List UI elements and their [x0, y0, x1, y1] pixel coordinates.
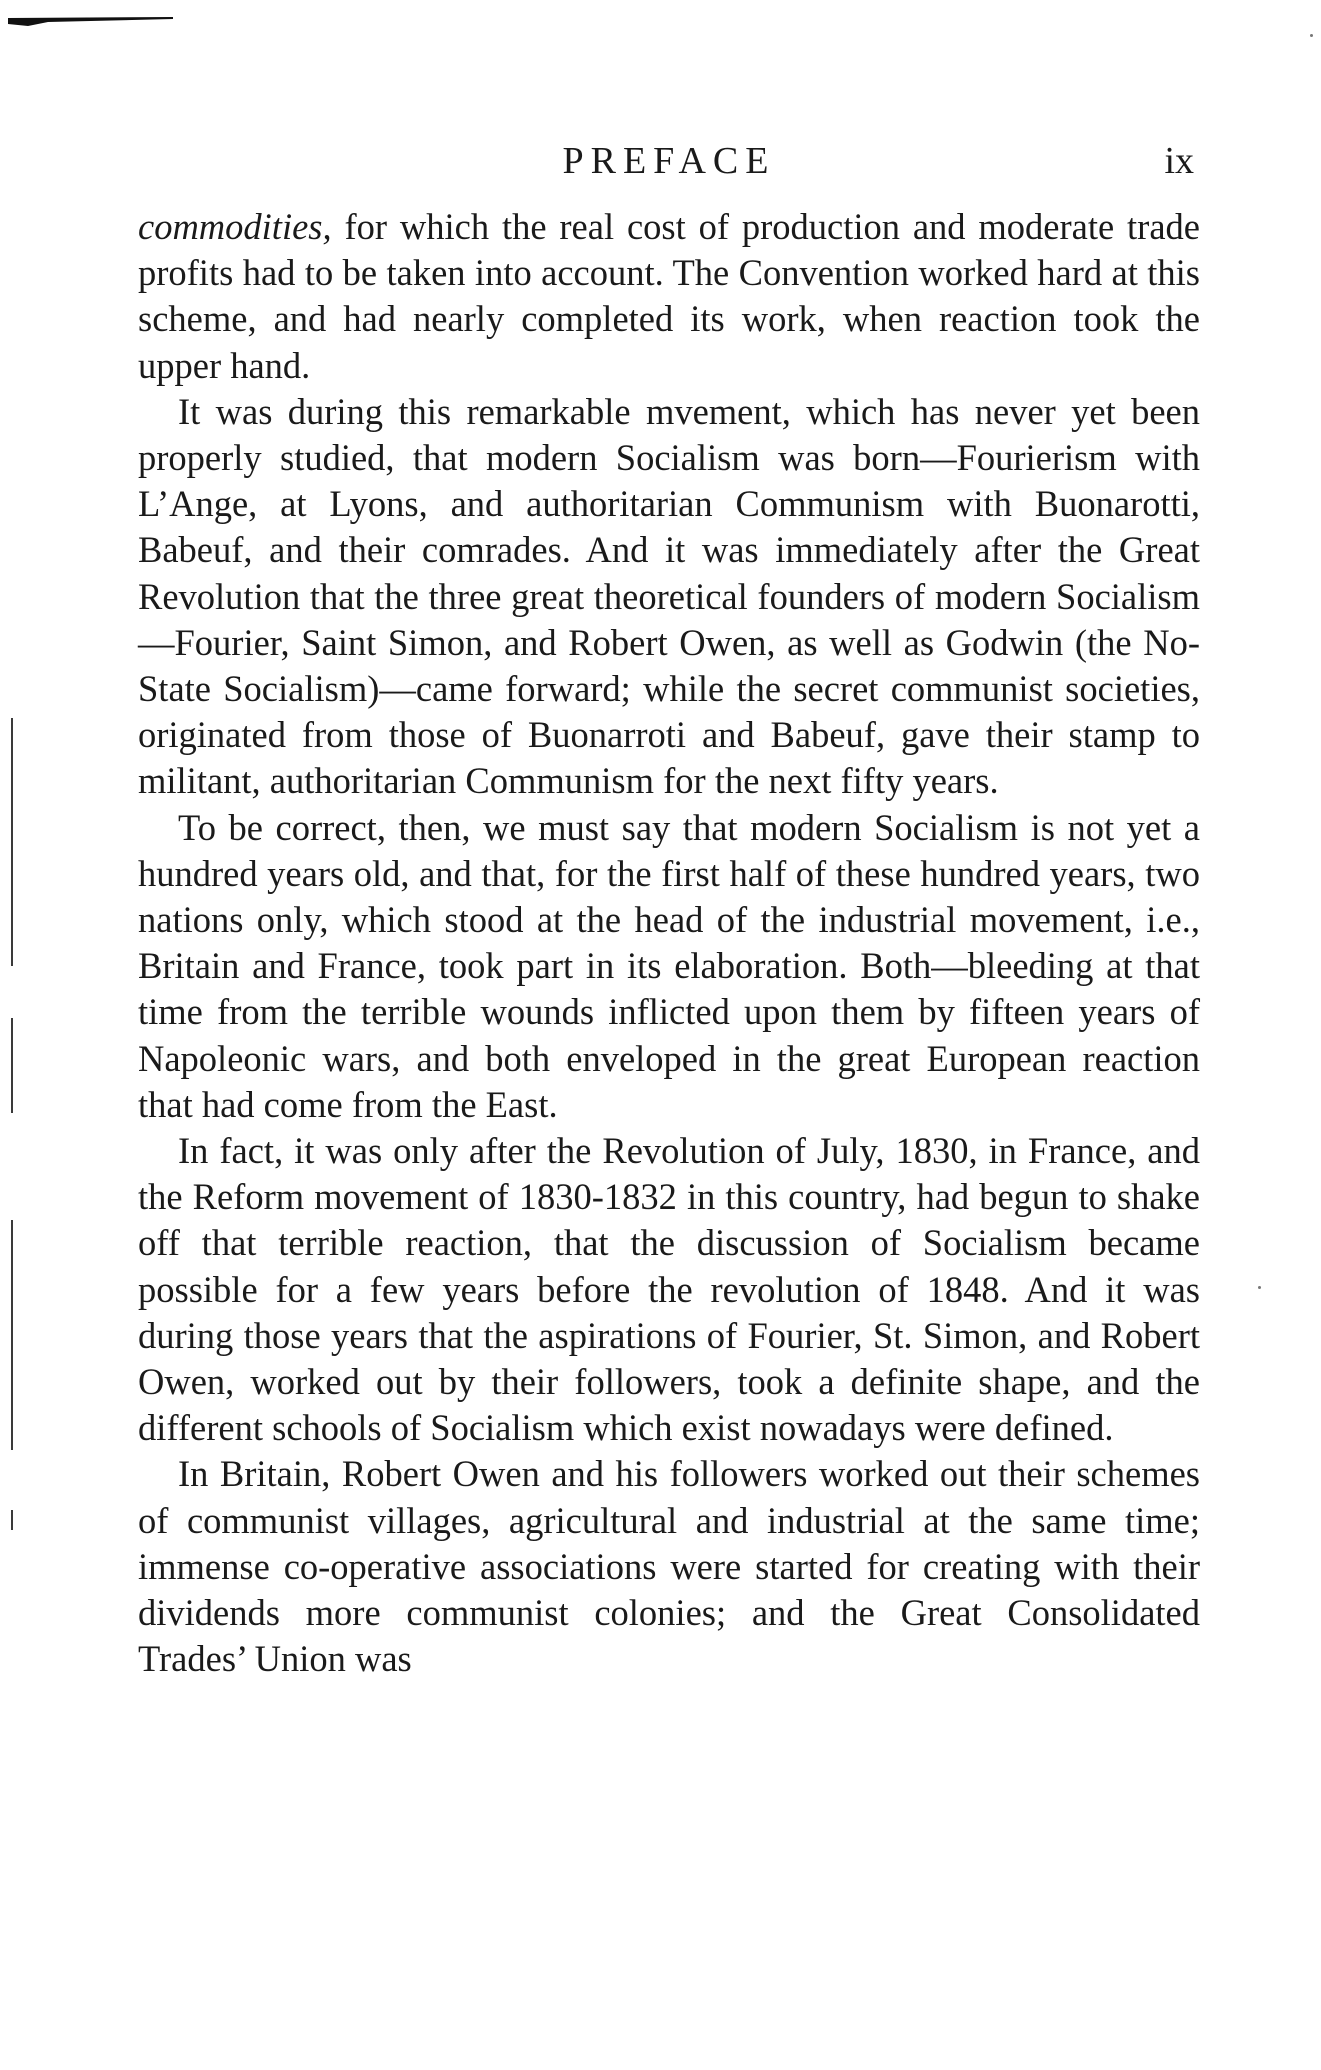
- scan-speck: [1310, 34, 1313, 37]
- paragraph: To be correct, then, we must say that modern Socialism is not yet a hundred years old, and that, for the first half of these hundred years, two nations only, which stood at the head of the industrial movement, i.e., Britain and France, took part in its elaboration. Both—bleeding at that time from the terrible wounds inflicted upon them by fifteen years of Napoleonic wars, and both enveloped in the great European reaction that had come from the East.: [138, 806, 1200, 1125]
- margin-rule: [11, 718, 13, 966]
- margin-rule: [11, 1510, 13, 1530]
- page-header: [138, 136, 1200, 186]
- paragraph: In Britain, Robert Owen and his followers worked out their schemes of communist villages, agricultural and industrial at the same time; immense co-operative associations were started for creating with their dividends more communist colonies; and the Great Consolidated Trades’ Union was: [138, 1453, 1200, 1680]
- scan-speck: [1258, 1286, 1261, 1289]
- body-text: [138, 204, 1200, 1683]
- page-number: ix: [1164, 140, 1194, 182]
- paragraph: It was during this remarkable mvement, which has never yet been properly studied, that modern Socialism was born—Fourierism with L’Ange, at Lyons, and authoritarian Communism with Buonarotti, Babeuf, and their comrades. And it was immediately after the Great Revolution that the three great theoretical founders of modern Socialism—Fourier, Saint Simon, and Robert Owen, as well as Godwin (the No-State Socialism)—came forward; while the secret communist societies, originated from those of Buonarroti and Babeuf, gave their stamp to militant, authoritarian Communism for the next fifty years.: [138, 390, 1200, 802]
- margin-rule: [11, 1018, 13, 1113]
- paragraph: [138, 204, 1200, 389]
- margin-rule: [11, 1220, 13, 1450]
- scan-edge-mark: [8, 14, 173, 28]
- paragraph: In fact, it was only after the Revolution of July, 1830, in France, and the Reform movement of 1830-1832 in this country, had begun to shake off that terrible reaction, that the discussion of Socialism became possible for a few years before the revolution of 1848. And it was during those years that the aspirations of Fourier, St. Simon, and Robert Owen, worked out by their followers, took a definite shape, and the different schools of Socialism which exist nowadays were defined.: [138, 1130, 1200, 1449]
- italic-lead-word: commodities,: [138, 206, 332, 247]
- paragraph-text: for which the real cost of production and moderate trade profits had to be taken into account. The Convention worked hard at this scheme, and had nearly completed its work, when reaction took the upper hand.: [138, 206, 1200, 386]
- running-title: PREFACE: [562, 140, 776, 182]
